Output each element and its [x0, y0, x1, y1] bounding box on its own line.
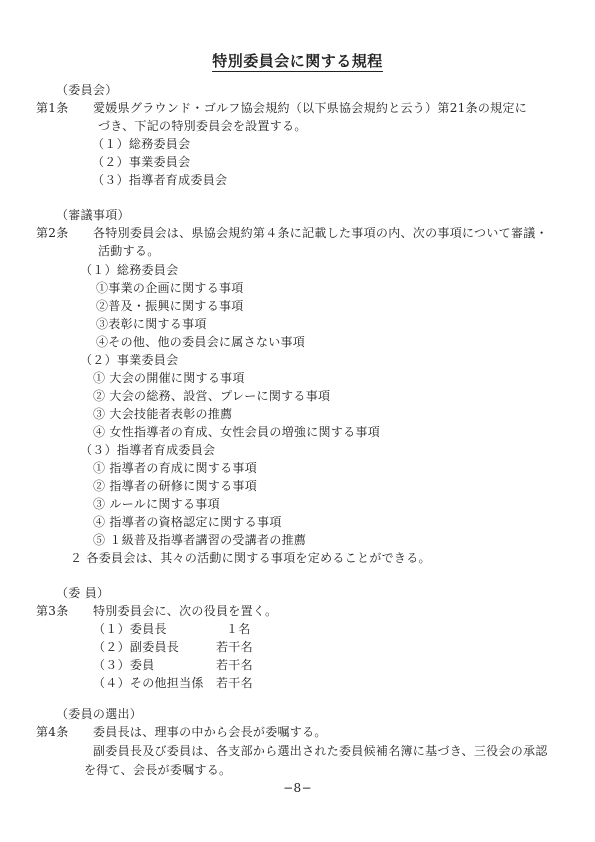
article-1-text-line2: づき、下記の特別委員会を設置する。 — [98, 119, 307, 133]
article-4-text-line1: 委員長は、理事の中から会長が委嘱する。 — [93, 725, 327, 739]
role-count: １名 — [226, 622, 251, 636]
committee-item: ② 指導者の研修に関する事項 — [93, 479, 258, 493]
committee-label: （１）総務委員会 — [80, 263, 179, 277]
article-2-number: 第2条 — [36, 226, 69, 240]
role-count: 若干名 — [216, 676, 253, 690]
committee-label: （３）指導者育成委員会 — [80, 443, 216, 457]
article-4-number: 第4条 — [36, 725, 69, 739]
article-2-paragraph-2: ２ 各委員会は、其々の活動に関する事項を定めることができる。 — [70, 551, 431, 565]
committee-item: ③ ルールに関する事項 — [93, 497, 220, 511]
article-3-number: 第3条 — [36, 604, 69, 618]
page-number: −8− — [283, 781, 312, 795]
role-count: 若干名 — [216, 658, 253, 672]
article-1-number: 第1条 — [36, 101, 69, 115]
committee-item: ④その他、他の委員会に属さない事項 — [96, 335, 306, 349]
article-2-heading: （審議事項） — [56, 208, 130, 222]
article-4-heading: （委員の選出） — [56, 707, 143, 721]
committee-item: ①事業の企画に関する事項 — [96, 281, 244, 295]
committee-item: ④ 女性指導者の育成、女性会員の増強に関する事項 — [93, 425, 381, 439]
role-name: （３）委員 — [93, 658, 155, 672]
committee-item: ⑤ １級普及指導者講習の受講者の推薦 — [93, 533, 307, 547]
role-count: 若干名 — [216, 640, 253, 654]
committee-item: ② 大会の総務、設営、プレーに関する事項 — [93, 389, 331, 403]
article-1-text-line1: 愛媛県グラウンド・ゴルフ協会規約（以下県協会規約と云う）第21条の規定に — [93, 101, 528, 115]
role-name: （２）副委員長 — [93, 640, 180, 654]
article-1-item: （１）総務委員会 — [92, 137, 191, 151]
committee-label: （２）事業委員会 — [80, 353, 179, 367]
committee-item: ③表彰に関する事項 — [96, 317, 207, 331]
committee-item: ① 指導者の育成に関する事項 — [93, 461, 258, 475]
article-4-text-line3: を得て、会長が委嘱する。 — [84, 763, 232, 777]
article-4-text-line2: 副委員長及び委員は、各支部から選出された委員候補名簿に基づき、三役会の承認 — [93, 744, 548, 758]
committee-item: ④ 指導者の資格認定に関する事項 — [93, 515, 282, 529]
article-3-heading: （委 員） — [56, 586, 110, 600]
committee-item: ③ 大会技能者表彰の推薦 — [93, 407, 233, 421]
article-1-heading: （委員会） — [56, 83, 118, 97]
article-1-item: （２）事業委員会 — [92, 155, 191, 169]
document-title: 特別委員会に関する規程 — [212, 52, 383, 70]
role-name: （１）委員長 — [93, 622, 167, 636]
article-2-text-line1: 各特別委員会は、県協会規約第４条に記載した事項の内、次の事項について審議・ — [93, 226, 548, 240]
role-name: （４）その他担当係 — [93, 676, 204, 690]
committee-item: ① 大会の開催に関する事項 — [93, 371, 245, 385]
article-3-text: 特別委員会に、次の役員を置く。 — [93, 604, 278, 618]
article-2-text-line2: 活動する。 — [98, 244, 160, 258]
committee-item: ②普及・振興に関する事項 — [96, 299, 244, 313]
article-1-item: （３）指導者育成委員会 — [92, 173, 228, 187]
